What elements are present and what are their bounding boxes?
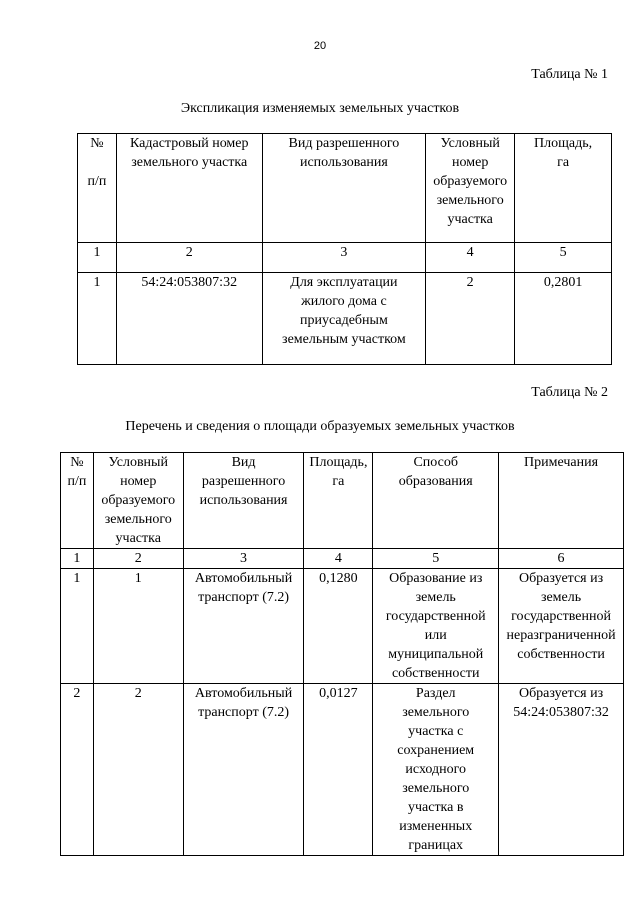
table1-index-cell: 2 — [116, 243, 262, 273]
table2-header-cell: № п/п — [61, 453, 94, 549]
table2-header-cell: Площадь, га — [304, 453, 373, 549]
table1-index-cell: 1 — [78, 243, 117, 273]
table1-header-cell: Условный номер образуемого земельного участка — [426, 134, 515, 243]
table2-header-cell: Примечания — [499, 453, 624, 549]
table2-cell: 1 — [93, 569, 183, 684]
table1-cell: 0,2801 — [515, 273, 612, 365]
table1-cell: Для эксплуатации жилого дома с приусадебным земельным участком — [262, 273, 426, 365]
table1-title: Экспликация изменяемых земельных участков — [180, 101, 460, 116]
table2-index-row — [61, 549, 624, 569]
table2-header-row — [61, 453, 624, 549]
table2-index-cell: 2 — [93, 549, 183, 569]
table1-index-cell: 4 — [426, 243, 515, 273]
table2 — [60, 452, 624, 856]
table2-cell: 0,0127 — [304, 684, 373, 856]
table1-header-cell: Вид разрешенного использования — [262, 134, 426, 243]
table1-header-cell: Площадь, га — [515, 134, 612, 243]
table1-header-cell: № п/п — [78, 134, 117, 243]
table2-cell: Раздел земельного участка с сохранением исходного земельного участка в измененных границах — [373, 684, 499, 856]
table1-index-cell: 5 — [515, 243, 612, 273]
table-row — [61, 684, 624, 856]
table1-header-row — [78, 134, 612, 243]
table2-cell: 2 — [61, 684, 94, 856]
table2-label: Таблица № 2 — [531, 385, 608, 400]
table1-cell: 54:24:053807:32 — [116, 273, 262, 365]
table1-cell: 1 — [78, 273, 117, 365]
table2-header-cell: Условный номер образуемого земельного участка — [93, 453, 183, 549]
table2-cell: 0,1280 — [304, 569, 373, 684]
table2-cell: 2 — [93, 684, 183, 856]
table-row — [78, 273, 612, 365]
table1-header-cell: Кадастровый номер земельного участка — [116, 134, 262, 243]
table2-index-cell: 6 — [499, 549, 624, 569]
table2-header-cell: Вид разрешенного использования — [183, 453, 304, 549]
table1-label: Таблица № 1 — [531, 67, 608, 82]
table2-cell: Автомобильный транспорт (7.2) — [183, 569, 304, 684]
table1-index-row — [78, 243, 612, 273]
table1-index-cell: 3 — [262, 243, 426, 273]
table2-cell: Образование из земель государственной или муниципальной собственности — [373, 569, 499, 684]
page-number: 20 — [313, 40, 327, 52]
table-row — [61, 569, 624, 684]
table2-title: Перечень и сведения о площади образуемых земельных участков — [125, 419, 515, 434]
table2-header-cell: Способ образования — [373, 453, 499, 549]
table1-cell: 2 — [426, 273, 515, 365]
table2-cell: Образуется из 54:24:053807:32 — [499, 684, 624, 856]
table2-cell: Автомобильный транспорт (7.2) — [183, 684, 304, 856]
table2-index-cell: 3 — [183, 549, 304, 569]
table2-cell: Образуется из земель государственной неразграниченной собственности — [499, 569, 624, 684]
table2-index-cell: 4 — [304, 549, 373, 569]
table2-cell: 1 — [61, 569, 94, 684]
table2-index-cell: 1 — [61, 549, 94, 569]
table2-index-cell: 5 — [373, 549, 499, 569]
table1 — [77, 133, 612, 365]
